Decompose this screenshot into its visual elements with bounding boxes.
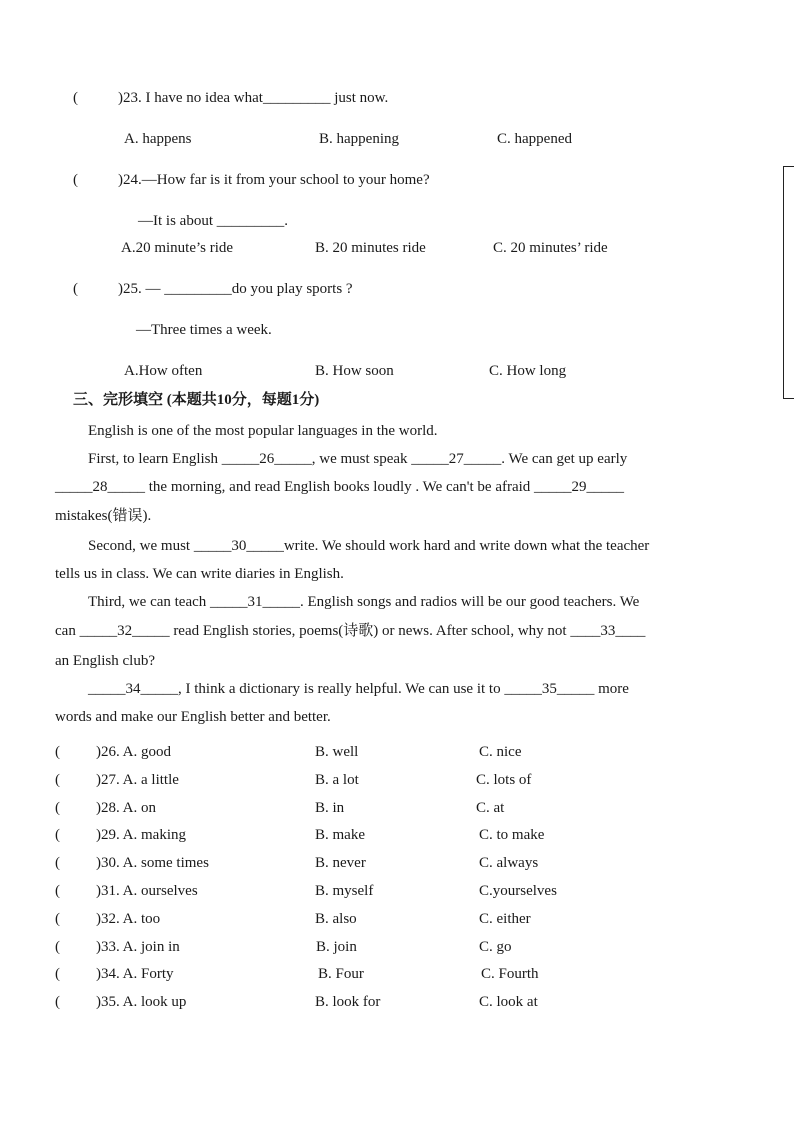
- passage-line: words and make our English better and better.: [55, 709, 331, 725]
- passage-line: _____34_____, I think a dictionary is really helpful. We can use it to _____35_____ more: [88, 681, 629, 697]
- section-heading: 三、完形填空 (本题共10分，每题1分): [73, 392, 320, 408]
- question-reply: —It is about _________.: [138, 213, 288, 229]
- option-b: B. How soon: [315, 363, 394, 379]
- option-b: B. well: [315, 744, 359, 760]
- margin-bracket: [783, 166, 794, 399]
- option-a: )35. A. look up: [96, 994, 187, 1010]
- option-b: B. in: [315, 800, 345, 816]
- answer-paren: (: [55, 994, 60, 1010]
- option-c: C. always: [479, 855, 539, 871]
- passage-line: First, to learn English _____26_____, we must speak _____27_____. We can get up early: [88, 451, 628, 467]
- option-a: A.How often: [124, 363, 203, 379]
- option-b: B. a lot: [315, 772, 359, 788]
- question-stem: )24.—How far is it from your school to your home?: [118, 172, 430, 188]
- option-c: C. nice: [479, 744, 522, 760]
- option-c: C. How long: [489, 363, 567, 379]
- passage-line: can _____32_____ read English stories, poems(诗歌) or news. After school, why not ____33____: [55, 623, 646, 639]
- answer-paren: (: [73, 172, 78, 188]
- answer-paren: (: [55, 772, 60, 788]
- answer-paren: (: [55, 744, 60, 760]
- option-a: )28. A. on: [96, 800, 156, 816]
- option-c: C. at: [476, 800, 505, 816]
- passage-line: an English club?: [55, 653, 155, 669]
- option-c: C. either: [479, 911, 531, 927]
- passage-line: _____28_____ the morning, and read English books loudly . We can't be afraid _____29_____: [55, 479, 625, 495]
- option-c: C. go: [479, 939, 512, 955]
- option-c: C.yourselves: [479, 883, 557, 899]
- option-a: )33. A. join in: [96, 939, 180, 955]
- passage-line: English is one of the most popular languages in the world.: [88, 423, 438, 439]
- option-a: A. happens: [124, 131, 192, 147]
- option-b: B. Four: [318, 966, 364, 982]
- option-c: C. lots of: [476, 772, 532, 788]
- answer-paren: (: [55, 883, 60, 899]
- answer-paren: (: [73, 281, 78, 297]
- option-a: )26. A. good: [96, 744, 171, 760]
- option-b: B. also: [315, 911, 357, 927]
- passage-line: Third, we can teach _____31_____. English songs and radios will be our good teachers. We: [88, 594, 640, 610]
- option-c: C. to make: [479, 827, 545, 843]
- option-b: B. join: [316, 939, 357, 955]
- option-a: )29. A. making: [96, 827, 186, 843]
- answer-paren: (: [55, 800, 60, 816]
- question-reply: —Three times a week.: [136, 322, 272, 338]
- question-stem: )23. I have no idea what_________ just now.: [118, 90, 389, 106]
- passage-line: mistakes(错误).: [55, 508, 152, 524]
- answer-paren: (: [55, 939, 60, 955]
- answer-paren: (: [55, 911, 60, 927]
- option-b: B. happening: [319, 131, 399, 147]
- option-b: B. look for: [315, 994, 381, 1010]
- option-a: )34. A. Forty: [96, 966, 174, 982]
- option-a: )32. A. too: [96, 911, 161, 927]
- option-b: B. never: [315, 855, 366, 871]
- option-a: )27. A. a little: [96, 772, 179, 788]
- answer-paren: (: [55, 855, 60, 871]
- option-c: C. Fourth: [481, 966, 539, 982]
- passage-line: tells us in class. We can write diaries in English.: [55, 566, 344, 582]
- passage-line: Second, we must _____30_____write. We should work hard and write down what the teacher: [88, 538, 650, 554]
- option-a: A.20 minute’s ride: [121, 240, 234, 256]
- option-c: C. happened: [497, 131, 572, 147]
- option-c: C. look at: [479, 994, 538, 1010]
- answer-paren: (: [73, 90, 78, 106]
- option-b: B. myself: [315, 883, 374, 899]
- option-b: B. 20 minutes ride: [315, 240, 426, 256]
- option-a: )31. A. ourselves: [96, 883, 198, 899]
- question-stem: )25. — _________do you play sports ?: [118, 281, 353, 297]
- answer-paren: (: [55, 827, 60, 843]
- option-b: B. make: [315, 827, 365, 843]
- option-a: )30. A. some times: [96, 855, 209, 871]
- answer-paren: (: [55, 966, 60, 982]
- option-c: C. 20 minutes’ ride: [493, 240, 608, 256]
